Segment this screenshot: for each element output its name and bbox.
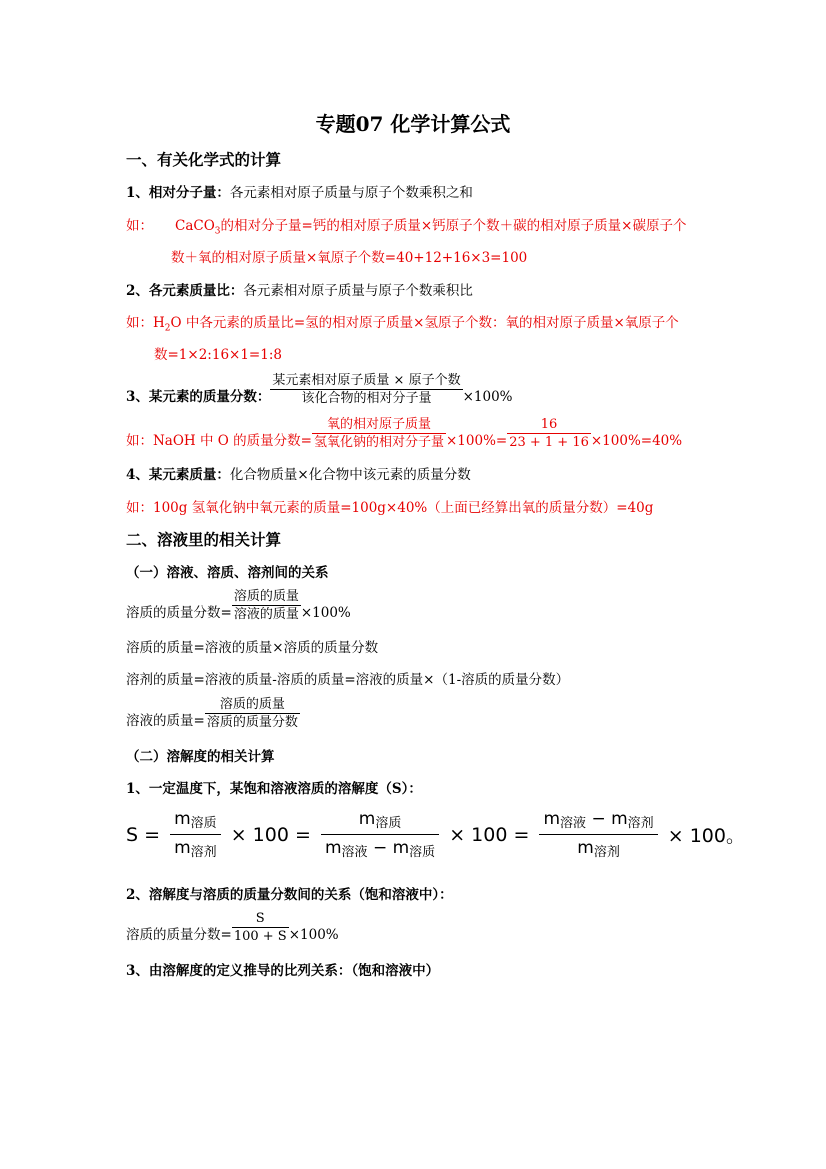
- m-symbol: m: [358, 809, 376, 829]
- item3-tail: ×100%: [462, 389, 513, 405]
- subsection1-heading: （一）溶液、溶质、溶剂间的关系: [126, 565, 329, 581]
- solubility-fraction-1: [170, 806, 221, 863]
- item4-text: 化合物质量×化合物中该元素的质量分数: [229, 467, 471, 483]
- m-symbol: m: [174, 809, 191, 829]
- minus-sign: −: [591, 809, 606, 829]
- m-symbol: m: [611, 809, 628, 829]
- m-symbol: m: [392, 838, 410, 858]
- formula4-numerator: 溶质的质量: [219, 697, 285, 712]
- example3-numerator1: 氧的相对原子质量: [326, 417, 431, 432]
- item3-label: 3、某元素的质量分数：: [126, 389, 271, 405]
- formula1-denominator: 溶液的质量: [233, 607, 299, 622]
- example1-formula: CaCO: [175, 218, 215, 234]
- example2-line2: 数=1×2:16×1=1:8: [154, 347, 282, 363]
- solubility-fraction-3: [539, 806, 657, 863]
- m-symbol: m: [324, 838, 342, 858]
- subscript-solute: 溶质: [409, 845, 436, 860]
- solubility-item1: 1、一定温度下，某饱和溶液溶质的溶解度（S）：: [126, 781, 422, 797]
- fraction3-denominator: [539, 834, 657, 863]
- section2-heading: 二、溶液里的相关计算: [126, 530, 282, 549]
- fraction1-denominator: [170, 834, 221, 863]
- example3-mid: ×100%=: [445, 433, 508, 449]
- item3-fraction: [270, 372, 462, 407]
- page-title: 专题07 化学计算公式: [315, 112, 511, 136]
- m-symbol: m: [577, 838, 594, 858]
- item4-label: 4、某元素质量：: [126, 467, 230, 483]
- times-100: × 100: [449, 823, 508, 846]
- subscript-solute: 溶质: [375, 816, 402, 831]
- example3-tail: ×100%=40%: [590, 433, 683, 449]
- example1-line2: 数＋氧的相对原子质量×氧原子个数=40+12+16×3=100: [171, 250, 528, 266]
- example3-prefix: 如：NaOH 中 O 的质量分数=: [126, 433, 312, 449]
- item1: [126, 184, 473, 202]
- item4: [126, 466, 471, 484]
- fraction1-numerator: [170, 806, 221, 834]
- subscript-solution: 溶液: [341, 845, 368, 860]
- formula1-fraction: [232, 588, 301, 623]
- section1-heading: 一、有关化学式的计算: [126, 150, 282, 169]
- item3-numerator: 某元素相对原子质量 × 原子个数: [272, 373, 461, 388]
- subscript-solution: 溶液: [560, 816, 587, 831]
- example2-prefix: 如：H: [126, 315, 165, 331]
- fraction2-denominator: [321, 834, 439, 863]
- subsection2-heading: （二）溶解度的相关计算: [126, 749, 275, 765]
- formula5-tail: ×100%: [288, 927, 339, 943]
- example2-text: O 中各元素的质量比=氢的相对原子质量×氢原子个数：氧的相对原子质量×氧原子个: [170, 315, 679, 331]
- formula4-lhs: 溶液的质量=: [126, 713, 205, 729]
- formula-solute-mass: 溶质的质量=溶液的质量×溶质的质量分数: [126, 640, 379, 656]
- m-symbol: m: [174, 838, 191, 858]
- formula-mass-fraction-from-S: [126, 912, 339, 947]
- solubility-item3: 3、由溶解度的定义推导的比列关系：（饱和溶液中）: [126, 963, 440, 979]
- formula-S: S: [126, 823, 139, 846]
- solubility-fraction-2: [321, 806, 439, 863]
- example3-fraction1: [312, 416, 446, 451]
- item2-label: 2、各元素质量比：: [126, 283, 244, 299]
- subscript-solvent: 溶剂: [593, 845, 620, 860]
- item1-text: 各元素相对原子质量与原子个数乘积之和: [229, 185, 473, 201]
- fraction2-numerator: [321, 806, 439, 834]
- formula5-fraction: [232, 910, 289, 945]
- formula5-denominator: 100 + S: [233, 929, 287, 944]
- example2-line1: [126, 314, 679, 332]
- example2-sub: 2: [164, 323, 171, 334]
- example3-denominator1: 氢氧化钠的相对分子量: [313, 435, 444, 450]
- example4: 如：100g 氢氧化钠中氧元素的质量=100g×40%（上面已经算出氧的质量分数）=40g: [126, 500, 654, 516]
- example3-numerator2: 16: [540, 417, 558, 432]
- times-100: × 100: [230, 823, 289, 846]
- formula1-tail: ×100%: [300, 605, 351, 621]
- formula4-denominator: 溶质的质量分数: [206, 715, 298, 730]
- subscript-solute: 溶质: [190, 816, 217, 831]
- fraction3-numerator: [539, 806, 657, 834]
- example3-denominator2: 23 + 1 + 16: [509, 435, 589, 450]
- item1-label: 1、相对分子量：: [126, 185, 230, 201]
- formula1-lhs: 溶质的质量分数=: [126, 605, 232, 621]
- formula1-numerator: 溶质的质量: [233, 589, 299, 604]
- example1-text: 的相对分子量=钙的相对原子质量×钙原子个数＋碳的相对原子质量×碳原子个: [220, 218, 687, 234]
- subscript-solvent: 溶剂: [627, 816, 654, 831]
- formula4-fraction: [205, 696, 300, 731]
- equals-sign: =: [513, 823, 530, 846]
- example3-fraction2: [507, 416, 591, 451]
- item2-text: 各元素相对原子质量与原子个数乘积比: [243, 283, 473, 299]
- subscript-solvent: 溶剂: [190, 845, 217, 860]
- minus-sign: −: [372, 838, 388, 858]
- item3: [126, 374, 513, 409]
- item2: [126, 282, 473, 300]
- formula-solution-mass: [126, 698, 300, 733]
- equals-sign: =: [294, 823, 311, 846]
- solubility-item2: 2、溶解度与溶质的质量分数间的关系（饱和溶液中）：: [126, 887, 453, 903]
- formula-mass-fraction: [126, 590, 351, 625]
- formula-solvent-mass: 溶剂的质量=溶液的质量-溶质的质量=溶液的质量×（1-溶质的质量分数）: [126, 672, 570, 688]
- item3-denominator: 该化合物的相对分子量: [270, 389, 462, 407]
- example1-formula-sub: 3: [214, 226, 221, 237]
- solubility-formula: [126, 806, 745, 866]
- formula5-numerator: S: [255, 911, 265, 926]
- example1-prefix: 如：: [126, 218, 153, 234]
- formula5-lhs: 溶质的质量分数=: [126, 927, 232, 943]
- m-symbol: m: [543, 809, 561, 829]
- example3: [126, 418, 682, 453]
- times-100-end: × 100。: [667, 825, 745, 847]
- example1-line1: [126, 217, 686, 235]
- equals-sign: =: [144, 823, 161, 846]
